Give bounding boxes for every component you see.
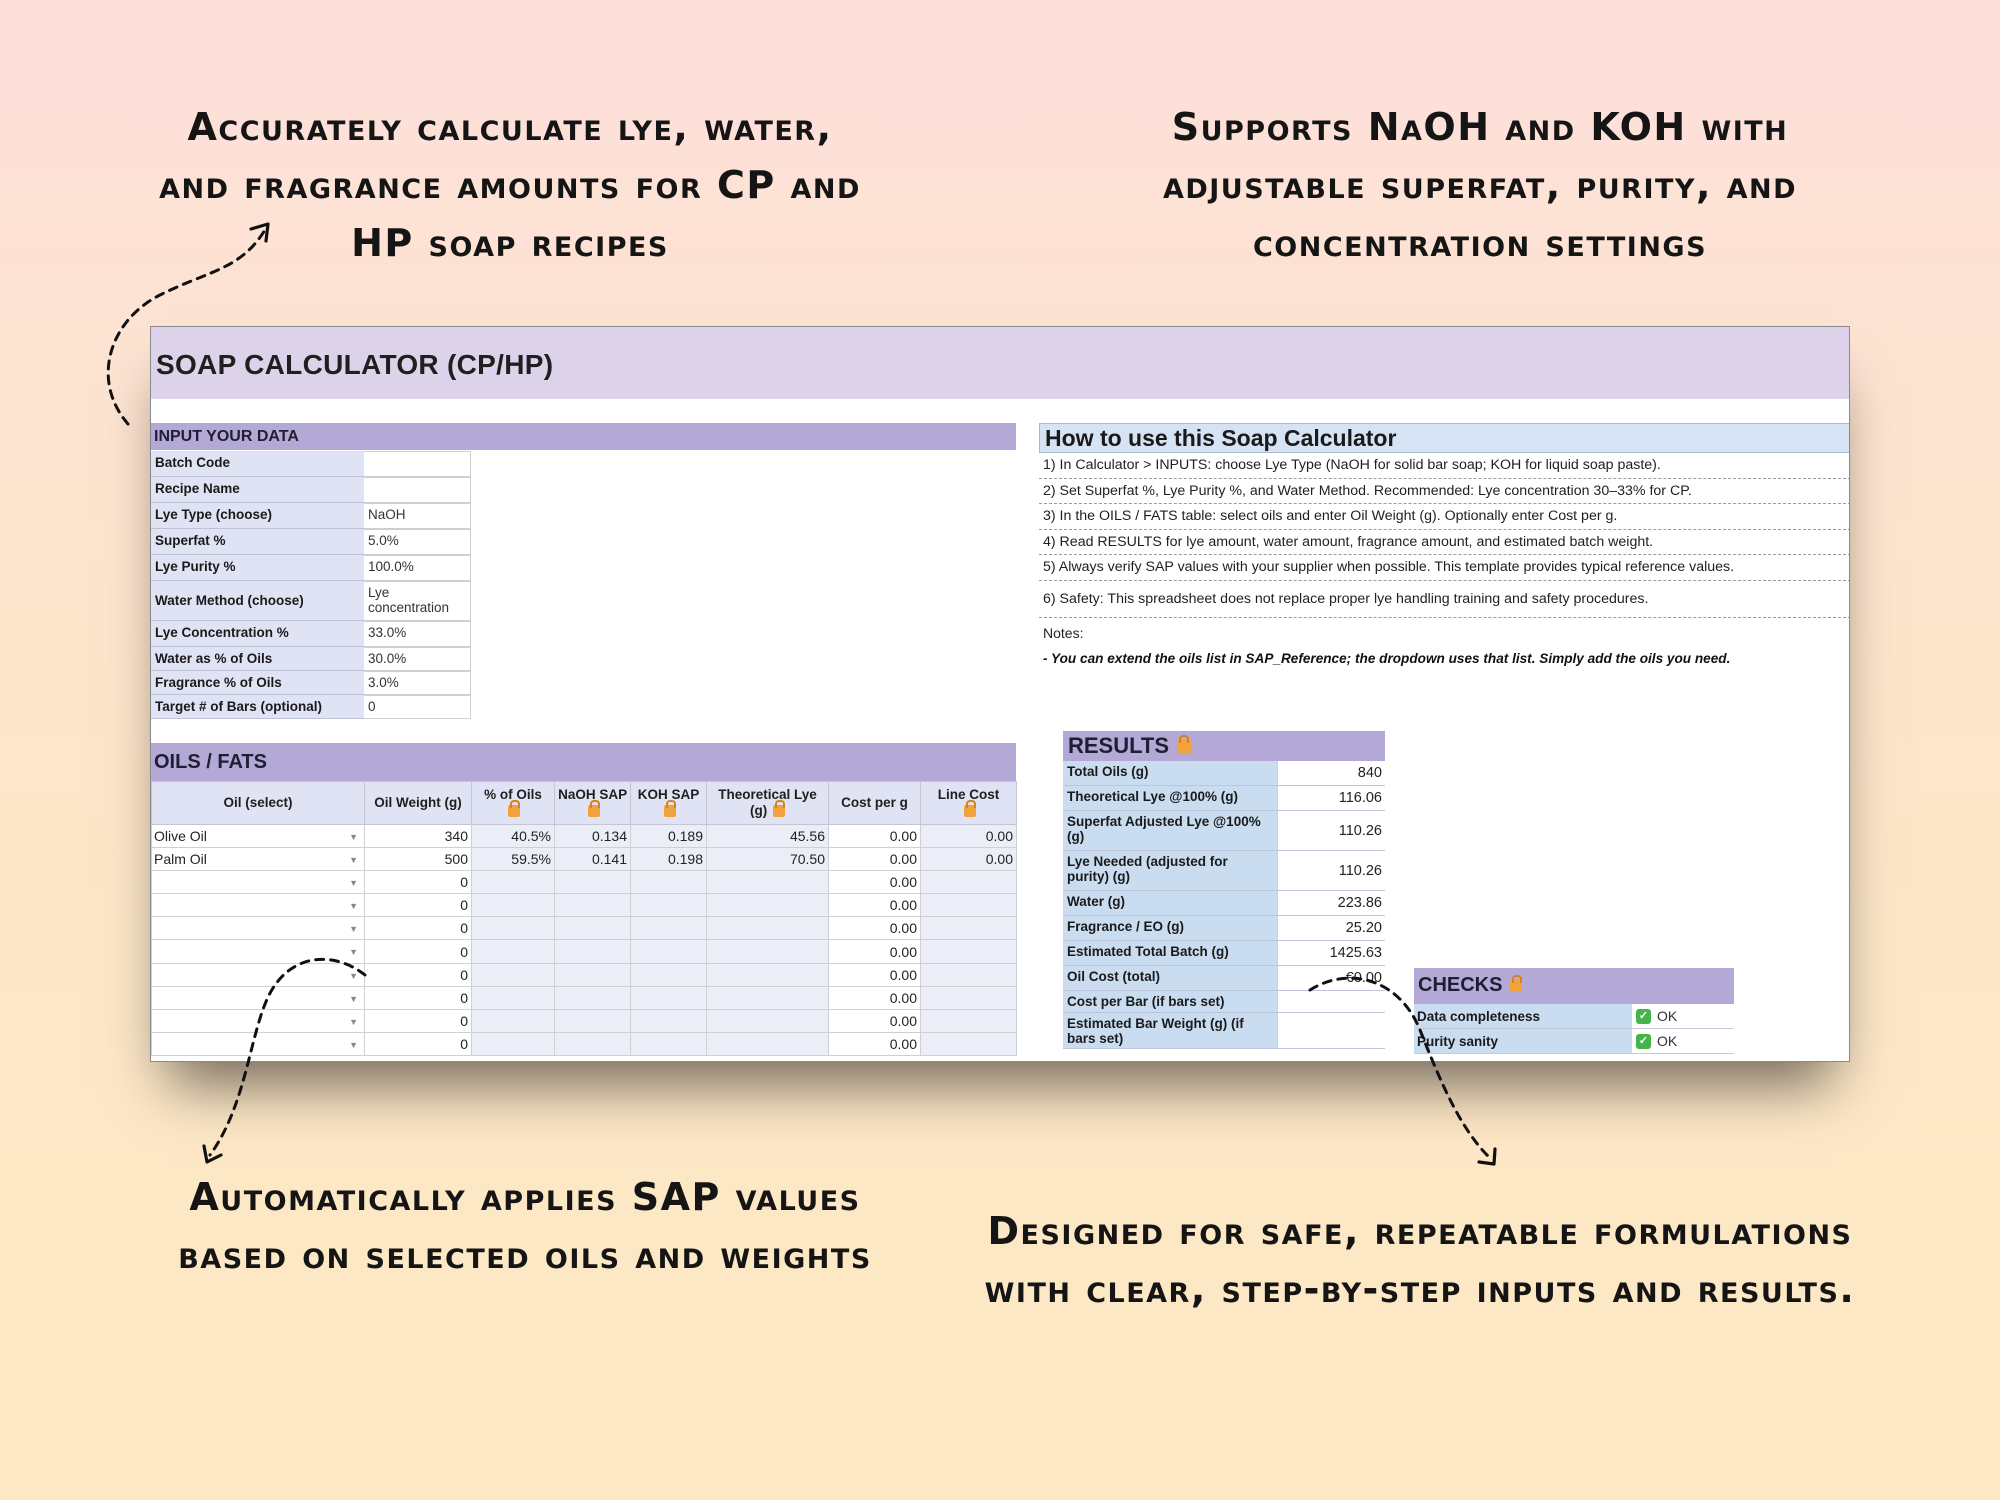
result-row xyxy=(1063,966,1385,991)
oil-lye-cell xyxy=(707,894,829,917)
result-row xyxy=(1063,941,1385,966)
result-label: Estimated Bar Weight (g) (if bars set) xyxy=(1063,1013,1277,1048)
oil-lye-cell xyxy=(707,871,829,894)
oil-weight-cell[interactable]: 500 xyxy=(365,848,472,871)
oil-weight-cell[interactable]: 0 xyxy=(365,963,472,986)
oil-line-cell xyxy=(921,894,1017,917)
oil-select-cell[interactable] xyxy=(152,917,365,940)
oil-cost_g-cell[interactable]: 0.00 xyxy=(829,963,921,986)
input-label-recipe-name: Recipe Name xyxy=(151,477,364,503)
col-label: NaOH SAP xyxy=(558,787,627,802)
howto-panel xyxy=(1039,423,1850,618)
oil-lye-cell xyxy=(707,986,829,1009)
target-bars-input[interactable]: 0 xyxy=(364,695,471,719)
oil-pct-cell xyxy=(472,986,555,1009)
oil-lye-cell xyxy=(707,1032,829,1055)
oil-line-cell xyxy=(921,917,1017,940)
check-mark-icon: ✓ xyxy=(1636,1034,1651,1049)
oil-lye-cell xyxy=(707,963,829,986)
oil-pct-cell xyxy=(472,871,555,894)
chevron-down-icon[interactable]: ▼ xyxy=(349,924,358,935)
result-label: Total Oils (g) xyxy=(1063,761,1277,785)
oil-select-cell[interactable] xyxy=(152,871,365,894)
result-label: Theoretical Lye @100% (g) xyxy=(1063,786,1277,810)
oil-weight-cell[interactable]: 0 xyxy=(365,940,472,963)
result-value: 223.86 xyxy=(1277,891,1385,915)
result-row xyxy=(1063,891,1385,916)
oil-koh-cell xyxy=(631,1009,707,1032)
oil-name: Olive Oil xyxy=(154,828,207,845)
col-label: Line Cost xyxy=(937,787,1000,802)
col-label: Theoretical Lye (g) xyxy=(718,787,817,818)
callout-line: and fragrance amounts for CP and xyxy=(159,163,861,207)
input-label-superfat: Superfat % xyxy=(151,529,364,555)
oil-naoh-cell xyxy=(555,940,631,963)
oil-naoh-cell xyxy=(555,894,631,917)
inputs-header: INPUT YOUR DATA xyxy=(151,423,1016,450)
oil-naoh-cell: 0.141 xyxy=(555,848,631,871)
spreadsheet-window xyxy=(150,326,1850,1062)
batch-code-input[interactable] xyxy=(364,451,471,477)
col-label: Oil Weight (g) xyxy=(374,795,462,810)
oil-weight-cell[interactable]: 340 xyxy=(365,825,472,848)
howto-step: 5) Always verify SAP values with your supplier when possible. This template provides typical reference values. xyxy=(1039,555,1850,581)
result-value: 110.26 xyxy=(1277,811,1385,850)
lye-purity-input[interactable]: 100.0% xyxy=(364,555,471,581)
oil-cost_g-cell[interactable]: 0.00 xyxy=(829,825,921,848)
oil-pct-cell xyxy=(472,894,555,917)
result-value: 116.06 xyxy=(1277,786,1385,810)
oil-cost_g-cell[interactable]: 0.00 xyxy=(829,986,921,1009)
chevron-down-icon[interactable]: ▼ xyxy=(349,970,358,981)
arrowhead-bottom-right xyxy=(1479,1149,1495,1164)
oil-select-cell[interactable] xyxy=(152,986,365,1009)
oil-lye-cell xyxy=(707,917,829,940)
oil-naoh-cell xyxy=(555,963,631,986)
check-value xyxy=(1632,1029,1734,1053)
oil-naoh-cell xyxy=(555,871,631,894)
results-title: RESULTS xyxy=(1068,733,1170,758)
col-theoretical-lye xyxy=(707,782,829,825)
input-label-water-pct: Water as % of Oils xyxy=(151,647,364,671)
oil-koh-cell xyxy=(631,1032,707,1055)
callout-line: concentration settings xyxy=(1252,221,1708,265)
checks-title: CHECKS xyxy=(1418,974,1503,996)
oils-header: OILS / FATS xyxy=(151,743,1016,781)
chevron-down-icon[interactable]: ▼ xyxy=(349,1039,358,1050)
oil-line-cell xyxy=(921,940,1017,963)
oil-lye-cell xyxy=(707,940,829,963)
table-row xyxy=(152,1032,1017,1055)
lock-icon xyxy=(664,805,676,817)
input-label-target-bars: Target # of Bars (optional) xyxy=(151,695,364,719)
fragrance-pct-input[interactable]: 3.0% xyxy=(364,671,471,695)
result-row xyxy=(1063,991,1385,1013)
oil-pct-cell: 40.5% xyxy=(472,825,555,848)
table-row xyxy=(152,917,1017,940)
callout-line: HP soap recipes xyxy=(351,221,669,265)
recipe-name-input[interactable] xyxy=(364,477,471,503)
chevron-down-icon[interactable]: ▼ xyxy=(349,1016,358,1027)
howto-step: 1) In Calculator > INPUTS: choose Lye Type (NaOH for solid bar soap; KOH for liquid soap paste). xyxy=(1039,453,1850,479)
result-value xyxy=(1277,991,1385,1012)
callout-bottom-right xyxy=(970,1202,1870,1318)
col-pct-oils xyxy=(472,782,555,825)
lock-icon xyxy=(588,805,600,817)
check-status: OK xyxy=(1657,1033,1678,1049)
input-label-lye-type: Lye Type (choose) xyxy=(151,503,364,529)
notes-label: Notes: xyxy=(1043,625,1084,641)
oil-weight-cell[interactable]: 0 xyxy=(365,986,472,1009)
oil-cost_g-cell[interactable]: 0.00 xyxy=(829,917,921,940)
oil-koh-cell xyxy=(631,871,707,894)
howto-step: 4) Read RESULTS for lye amount, water amount, fragrance amount, and estimated batch weight. xyxy=(1039,530,1850,556)
oil-select-cell[interactable] xyxy=(152,1032,365,1055)
col-oil-weight xyxy=(365,782,472,825)
col-oil-select xyxy=(152,782,365,825)
check-mark-icon: ✓ xyxy=(1636,1009,1651,1024)
howto-step: 3) In the OILS / FATS table: select oils and enter Oil Weight (g). Optionally enter Cost per g. xyxy=(1039,504,1850,530)
oil-koh-cell xyxy=(631,917,707,940)
oil-line-cell: 0.00 xyxy=(921,825,1017,848)
result-label: Superfat Adjusted Lye @100% (g) xyxy=(1063,811,1277,850)
oil-line-cell: 0.00 xyxy=(921,848,1017,871)
oil-weight-cell[interactable]: 0 xyxy=(365,1032,472,1055)
oil-koh-cell: 0.189 xyxy=(631,825,707,848)
checks-header xyxy=(1414,968,1734,1004)
oil-pct-cell xyxy=(472,1009,555,1032)
oil-select-cell[interactable] xyxy=(152,940,365,963)
chevron-down-icon[interactable]: ▼ xyxy=(349,947,358,958)
oil-cost_g-cell[interactable]: 0.00 xyxy=(829,894,921,917)
lock-icon xyxy=(773,805,785,817)
lye-type-select[interactable]: NaOH xyxy=(364,503,471,529)
water-method-select[interactable]: Lye concentration xyxy=(364,581,471,621)
col-label: Oil (select) xyxy=(223,795,293,810)
chevron-down-icon[interactable]: ▼ xyxy=(349,993,358,1004)
table-row xyxy=(152,825,1017,848)
chevron-down-icon[interactable]: ▼ xyxy=(349,832,358,842)
oils-header-row xyxy=(152,782,1017,825)
table-row xyxy=(152,848,1017,871)
results-header xyxy=(1063,731,1385,761)
oil-weight-cell[interactable]: 0 xyxy=(365,917,472,940)
oil-weight-cell[interactable]: 0 xyxy=(365,1009,472,1032)
col-label: % of Oils xyxy=(484,787,542,802)
oil-pct-cell xyxy=(472,963,555,986)
oil-select-cell[interactable] xyxy=(152,825,365,848)
oil-pct-cell xyxy=(472,940,555,963)
result-value: 840 xyxy=(1277,761,1385,785)
oil-lye-cell: 45.56 xyxy=(707,825,829,848)
table-row xyxy=(152,871,1017,894)
howto-step: 2) Set Superfat %, Lye Purity %, and Water Method. Recommended: Lye concentration 30–33% for CP. xyxy=(1039,479,1850,505)
water-pct-input[interactable]: 30.0% xyxy=(364,647,471,671)
oil-pct-cell: 59.5% xyxy=(472,848,555,871)
oil-line-cell xyxy=(921,963,1017,986)
col-label: Cost per g xyxy=(841,795,908,810)
result-label: Oil Cost (total) xyxy=(1063,966,1277,990)
check-label: Data completeness xyxy=(1414,1004,1632,1028)
oil-koh-cell xyxy=(631,894,707,917)
result-row xyxy=(1063,811,1385,851)
oil-line-cell xyxy=(921,871,1017,894)
chevron-down-icon[interactable]: ▼ xyxy=(349,901,358,912)
check-row xyxy=(1414,1004,1734,1029)
oil-select-cell[interactable] xyxy=(152,848,365,871)
howto-step: 6) Safety: This spreadsheet does not replace proper lye handling training and safety procedures. xyxy=(1039,581,1850,618)
oil-select-cell[interactable] xyxy=(152,894,365,917)
oil-pct-cell xyxy=(472,1032,555,1055)
chevron-down-icon[interactable]: ▼ xyxy=(349,878,358,889)
howto-title: How to use this Soap Calculator xyxy=(1039,423,1850,453)
oil-koh-cell: 0.198 xyxy=(631,848,707,871)
input-label-fragrance-pct: Fragrance % of Oils xyxy=(151,671,364,695)
superfat-input[interactable]: 5.0% xyxy=(364,529,471,555)
chevron-down-icon[interactable]: ▼ xyxy=(349,855,358,866)
arrowhead-bottom-left xyxy=(204,1146,221,1162)
callout-bottom-left xyxy=(140,1168,910,1284)
oil-line-cell xyxy=(921,1009,1017,1032)
col-cost-per-g xyxy=(829,782,921,825)
oil-line-cell xyxy=(921,986,1017,1009)
result-row xyxy=(1063,1013,1385,1049)
oil-naoh-cell xyxy=(555,986,631,1009)
check-status: OK xyxy=(1657,1008,1678,1024)
oil-cost_g-cell[interactable]: 0.00 xyxy=(829,871,921,894)
result-row xyxy=(1063,916,1385,941)
callout-top-right xyxy=(1130,98,1830,272)
oils-table xyxy=(151,781,1017,1056)
oil-lye-cell xyxy=(707,1009,829,1032)
callout-line: with clear, step-by-step inputs and results. xyxy=(984,1267,1856,1311)
oil-line-cell xyxy=(921,1032,1017,1055)
lock-icon xyxy=(1510,980,1522,992)
lock-icon xyxy=(508,805,520,817)
callout-top-left xyxy=(120,98,900,272)
result-label: Estimated Total Batch (g) xyxy=(1063,941,1277,965)
input-label-batch-code: Batch Code xyxy=(151,451,364,477)
input-label-lye-purity: Lye Purity % xyxy=(151,555,364,581)
result-row xyxy=(1063,851,1385,891)
oil-koh-cell xyxy=(631,986,707,1009)
oil-naoh-cell: 0.134 xyxy=(555,825,631,848)
check-label: Purity sanity xyxy=(1414,1029,1632,1053)
oil-weight-cell[interactable]: 0 xyxy=(365,871,472,894)
oil-koh-cell xyxy=(631,940,707,963)
oil-name: Palm Oil xyxy=(154,851,207,868)
lye-concentration-input[interactable]: 33.0% xyxy=(364,621,471,647)
oil-pct-cell xyxy=(472,917,555,940)
callout-line: based on selected oils and weights xyxy=(178,1233,872,1277)
result-row xyxy=(1063,761,1385,786)
result-label: Water (g) xyxy=(1063,891,1277,915)
result-value: 110.26 xyxy=(1277,851,1385,890)
oil-weight-cell[interactable]: 0 xyxy=(365,894,472,917)
check-value xyxy=(1632,1004,1734,1028)
oil-select-cell[interactable] xyxy=(152,1009,365,1032)
input-label-water-method: Water Method (choose) xyxy=(151,581,364,621)
oil-koh-cell xyxy=(631,963,707,986)
oil-cost_g-cell[interactable]: 0.00 xyxy=(829,848,921,871)
oil-cost_g-cell[interactable]: 0.00 xyxy=(829,1009,921,1032)
col-label: KOH SAP xyxy=(637,787,700,802)
result-label: Fragrance / EO (g) xyxy=(1063,916,1277,940)
table-row xyxy=(152,894,1017,917)
oil-naoh-cell xyxy=(555,1032,631,1055)
lock-icon xyxy=(964,805,976,817)
results-panel xyxy=(1063,731,1385,1049)
col-line-cost xyxy=(921,782,1017,825)
result-value: €0.00 xyxy=(1277,966,1385,990)
lock-icon xyxy=(1177,740,1192,754)
oil-naoh-cell xyxy=(555,917,631,940)
oil-lye-cell: 70.50 xyxy=(707,848,829,871)
oil-cost_g-cell[interactable]: 0.00 xyxy=(829,1032,921,1055)
table-row xyxy=(152,1009,1017,1032)
table-row xyxy=(152,963,1017,986)
callout-line: adjustable superfat, purity, and xyxy=(1162,163,1798,207)
checks-panel xyxy=(1414,968,1734,1054)
table-row xyxy=(152,986,1017,1009)
notes-text: - You can extend the oils list in SAP_Reference; the dropdown uses that list. Simply add the oils you need. xyxy=(1043,651,1731,666)
result-value: 1425.63 xyxy=(1277,941,1385,965)
oil-cost_g-cell[interactable]: 0.00 xyxy=(829,940,921,963)
callout-line: Accurately calculate lye, water, xyxy=(187,105,833,149)
col-naoh-sap xyxy=(555,782,631,825)
col-koh-sap xyxy=(631,782,707,825)
sheet-title: SOAP CALCULATOR (CP/HP) xyxy=(151,327,1849,399)
callout-line: Automatically applies SAP values xyxy=(189,1175,861,1219)
callout-line: Supports NaOH and KOH with xyxy=(1171,105,1789,149)
result-row xyxy=(1063,786,1385,811)
callout-line: Designed for safe, repeatable formulations xyxy=(987,1209,1853,1253)
table-row xyxy=(152,940,1017,963)
input-label-lye-concentration: Lye Concentration % xyxy=(151,621,364,647)
result-label: Lye Needed (adjusted for purity) (g) xyxy=(1063,851,1277,890)
result-value: 25.20 xyxy=(1277,916,1385,940)
oil-select-cell[interactable] xyxy=(152,963,365,986)
oil-naoh-cell xyxy=(555,1009,631,1032)
result-value xyxy=(1277,1013,1385,1048)
check-row xyxy=(1414,1029,1734,1054)
result-label: Cost per Bar (if bars set) xyxy=(1063,991,1277,1012)
